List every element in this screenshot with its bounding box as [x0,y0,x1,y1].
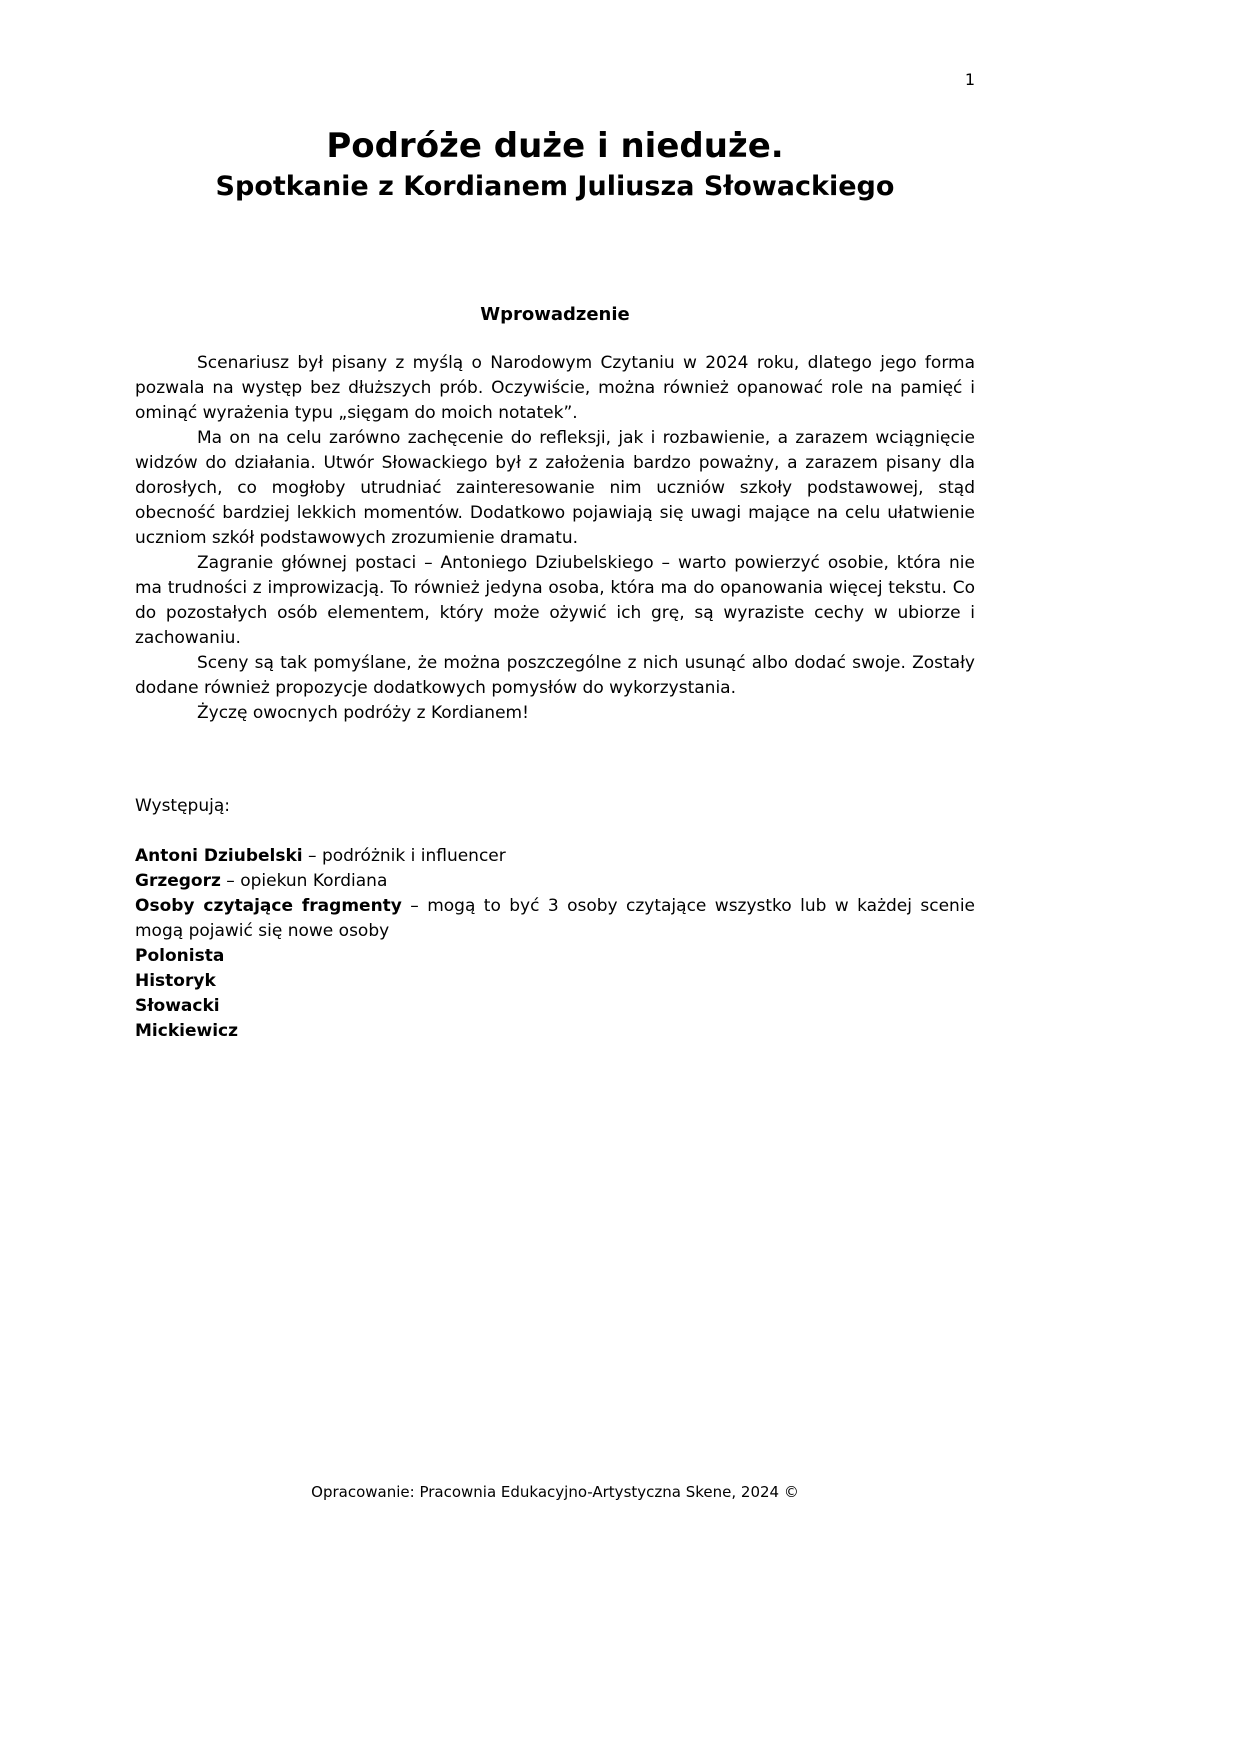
page-number: 1 [964,70,975,89]
cast-item [135,869,975,894]
section-heading: Wprowadzenie [480,304,630,325]
cast-desc: – opiekun Kordiana [220,871,388,891]
document-title: Podróże duże i nieduże. [326,126,784,166]
cast-name: Grzegorz [135,871,221,891]
cast-item [135,944,975,969]
cast-name: Osoby czytające fragmenty [135,896,402,916]
cast-desc: – mogą to być 3 osoby czytające wszystko lub w każdej scenie mogą pojawić się nowe osoby [135,896,976,941]
paragraph: Scenariusz był pisany z myślą o Narodowym Czytaniu w 2024 roku, dlatego jego forma pozwala na występ bez dłuższych prób. Oczywiście, można również opanować role na pamięć i ominąć wyrażenia typu „sięgam do moich notatek”. [135,353,975,423]
cast-item [135,844,975,869]
cast-name: Słowacki [135,996,220,1016]
document-subtitle: Spotkanie z Kordianem Juliusza Słowackiego [215,171,895,202]
paragraph: Ma on na celu zarówno zachęcenie do refleksji, jak i rozbawienie, a zarazem wciągnięcie widzów do działania. Utwór Słowackiego był z założenia bardzo poważny, a zarazem pisany dla dorosłych, co mogłoby utrudniać zainteresowanie nim uczniów szkoły podstawowej, stąd obecność bardziej lekkich momentów. Dodatkowo pojawiają się uwagi mające na celu ułatwienie uczniom szkół podstawowych zrozumienie dramatu. [135,428,975,548]
cast-item [135,994,975,1019]
cast-name: Historyk [135,971,216,991]
cast-desc: – podróżnik i influencer [302,846,506,866]
cast-name: Mickiewicz [135,1021,238,1041]
paragraph: Sceny są tak pomyślane, że można poszczególne z nich usunąć albo dodać swoje. Zostały dodane również propozycje dodatkowych pomysłów do wykorzystania. [135,653,975,698]
cast-name: Polonista [135,946,225,966]
cast-item [135,894,975,944]
paragraph: Zagranie głównej postaci – Antoniego Dziubelskiego – warto powierzyć osobie, która nie ma trudności z improwizacją. To również jedyna osoba, która ma do opanowania więcej tekstu. Co do pozostałych osób elementem, który może ożywić ich grę, są wyraziste cechy w ubiorze i zachowaniu. [135,553,975,648]
cast-item [135,969,975,994]
cast-item [135,1019,975,1044]
footer-text: Opracowanie: Pracownia Edukacyjno-Artystyczna Skene, 2024 © [311,1483,799,1501]
cast-name: Antoni Dziubelski [135,846,303,866]
cast-heading: Występują: [135,796,230,816]
cast-list [135,844,975,1044]
paragraph: Życzę owocnych podróży z Kordianem! [197,703,529,723]
